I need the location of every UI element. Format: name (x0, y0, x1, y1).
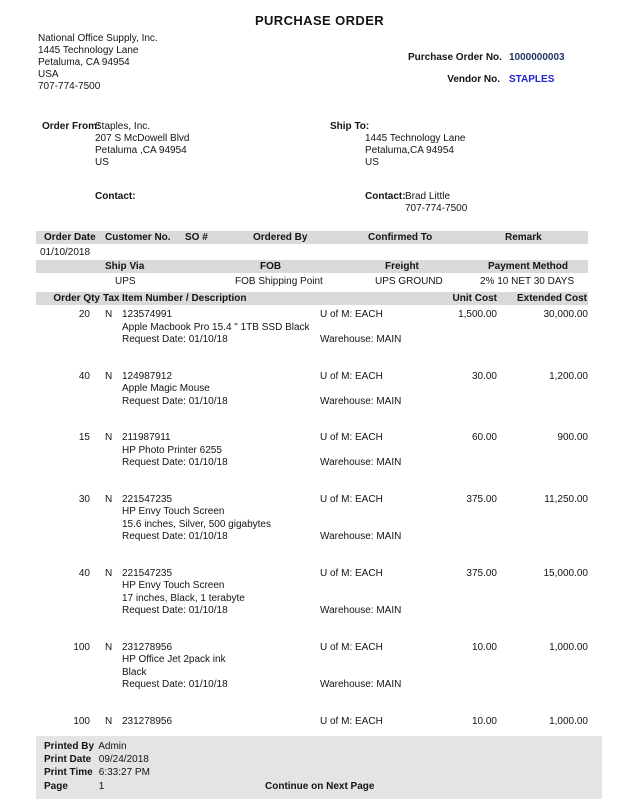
item-description-line: Apple Magic Mouse (122, 383, 210, 394)
header-customer-no: Customer No. (105, 232, 171, 243)
item-uom: U of M: EACH (320, 715, 383, 727)
print-date-label: Print Date (44, 754, 92, 766)
company-address-line: Petaluma, CA 94954 (38, 57, 130, 68)
shipping-header-bar (36, 260, 588, 273)
item-warehouse: Warehouse: MAIN (320, 334, 402, 345)
continue-next-page-text: Continue on Next Page (265, 780, 375, 792)
item-order-qty: 40 (78, 567, 90, 579)
company-phone: 707-774-7500 (38, 81, 101, 92)
item-description-block (36, 383, 588, 396)
po-number-label: Purchase Order No. (408, 52, 502, 63)
item-extended-cost: 1,000.00 (549, 641, 588, 653)
page-number-value: 1 (98, 780, 105, 792)
item-extended-cost: 30,000.00 (543, 309, 588, 320)
header-extended-cost: Extended Cost (516, 293, 587, 304)
header-order-date: Order Date (44, 232, 96, 243)
item-tax-flag: N (105, 370, 113, 382)
item-order-qty: 30 (78, 493, 90, 505)
item-tax-flag: N (105, 641, 113, 653)
page-row (44, 780, 602, 793)
item-unit-cost: 375.00 (466, 493, 497, 505)
header-order-qty: Order Qty (53, 293, 100, 304)
ship-to-contact-block (405, 191, 467, 215)
item-unit-cost: 375.00 (466, 567, 497, 579)
item-number: 211987911 (122, 432, 171, 443)
item-main-line (36, 568, 588, 581)
fob-value: FOB Shipping Point (235, 276, 323, 287)
items-header-bar (36, 292, 588, 305)
item-number: 123574991 (122, 309, 173, 320)
item-row (36, 716, 588, 729)
item-warehouse: Warehouse: MAIN (320, 531, 402, 542)
item-row (36, 642, 588, 692)
print-time-label: Print Time (44, 767, 93, 779)
ship-to-address-block (365, 133, 465, 169)
po-number-row (408, 52, 565, 63)
item-number: 221547235 (122, 567, 173, 579)
header-unit-cost: Unit Cost (452, 293, 497, 304)
header-freight: Freight (385, 261, 419, 272)
item-uom: U of M: EACH (320, 432, 383, 443)
printed-by-label: Printed By (44, 741, 95, 752)
item-uom: U of M: EACH (320, 641, 383, 653)
item-detail-line (36, 679, 588, 692)
print-date-value: 09/24/2018 (98, 754, 149, 766)
item-unit-cost: 10.00 (471, 641, 497, 653)
item-row (36, 568, 588, 618)
company-name: National Office Supply, Inc. (38, 33, 158, 44)
printed-by-row (44, 740, 602, 753)
printed-by-value: Admin (98, 741, 127, 752)
item-request-date: Request Date: 01/10/18 (122, 679, 228, 690)
item-detail-line (36, 605, 588, 618)
item-row (36, 432, 588, 470)
item-detail-line (36, 531, 588, 544)
order-from-address-block (95, 121, 189, 169)
item-detail-line (36, 396, 588, 409)
header-item-number-description: Item Number / Description (122, 293, 247, 304)
item-tax-flag: N (105, 567, 113, 579)
header-remark: Remark (505, 232, 542, 243)
item-description-line: HP Envy Touch Screen (122, 506, 225, 517)
ship-to-line: US (365, 157, 379, 168)
item-description-block (36, 580, 588, 605)
item-order-qty: 20 (78, 309, 90, 320)
header-confirmed-to: Confirmed To (368, 232, 433, 243)
item-extended-cost: 15,000.00 (543, 567, 588, 579)
item-warehouse: Warehouse: MAIN (320, 457, 402, 468)
item-description-line: HP Envy Touch Screen (122, 580, 225, 591)
item-row (36, 371, 588, 409)
item-request-date: Request Date: 01/10/18 (122, 605, 228, 616)
item-main-line (36, 371, 588, 384)
item-warehouse: Warehouse: MAIN (320, 679, 402, 690)
item-description-line: 15.6 inches, Silver, 500 gigabytes (122, 518, 271, 530)
item-request-date: Request Date: 01/10/18 (122, 395, 228, 407)
company-address-line: USA (38, 69, 59, 80)
vendor-number-label: Vendor No. (447, 74, 500, 85)
header-ship-via: Ship Via (105, 261, 145, 272)
order-from-line: 207 S McDowell Blvd (95, 133, 190, 144)
header-tax: Tax (103, 293, 120, 304)
company-address-block (38, 33, 158, 93)
item-warehouse: Warehouse: MAIN (320, 395, 402, 407)
vendor-link[interactable]: STAPLES (509, 74, 555, 85)
item-main-line (36, 642, 588, 655)
item-request-date: Request Date: 01/10/18 (122, 457, 228, 468)
item-extended-cost: 11,250.00 (544, 493, 588, 505)
item-detail-line (36, 334, 588, 347)
item-extended-cost: 1,000.00 (549, 715, 588, 727)
item-extended-cost: 1,200.00 (549, 370, 588, 382)
item-unit-cost: 60.00 (471, 432, 497, 443)
header-so-number: SO # (185, 232, 208, 243)
page-label: Page (44, 780, 68, 792)
company-address-line: 1445 Technology Lane (38, 45, 139, 56)
header-fob: FOB (260, 261, 282, 272)
order-from-line: Staples, Inc. (95, 121, 151, 132)
order-from-contact-label: Contact: (95, 191, 136, 202)
vendor-row (408, 74, 565, 85)
payment-method-value: 2% 10 NET 30 DAYS (480, 276, 575, 287)
item-row (36, 494, 588, 544)
item-number: 231278956 (122, 641, 173, 653)
item-unit-cost: 10.00 (471, 715, 497, 727)
po-number-value: 1000000003 (509, 52, 565, 63)
item-number: 221547235 (122, 493, 173, 505)
item-description-block (36, 322, 588, 335)
item-warehouse: Warehouse: MAIN (320, 605, 402, 616)
shipping-values-row (36, 276, 588, 288)
report-footer (36, 736, 602, 799)
item-tax-flag: N (105, 493, 113, 505)
item-row (36, 309, 588, 347)
item-request-date: Request Date: 01/10/18 (122, 334, 228, 345)
order-from-label: Order From: (42, 121, 101, 132)
item-description-block (36, 445, 588, 458)
item-extended-cost: 900.00 (557, 432, 588, 443)
order-info-header-bar (36, 231, 588, 244)
item-description-block (36, 506, 588, 531)
item-unit-cost: 30.00 (471, 370, 497, 382)
order-from-line: US (95, 157, 109, 168)
ship-to-contact-label: Contact: (365, 191, 406, 202)
item-uom: U of M: EACH (320, 309, 383, 320)
ship-to-contact-name: Brad Little (405, 191, 451, 202)
ship-via-value: UPS (115, 276, 136, 287)
item-description-line: 17 inches, Black, 1 terabyte (122, 592, 245, 604)
item-detail-line (36, 457, 588, 470)
ship-to-line: 1445 Technology Lane (365, 133, 466, 144)
items-list (36, 309, 588, 728)
item-request-date: Request Date: 01/10/18 (122, 531, 228, 542)
item-main-line (36, 309, 588, 322)
item-main-line (36, 716, 588, 729)
item-uom: U of M: EACH (320, 493, 383, 505)
page-title: PURCHASE ORDER (254, 13, 385, 28)
item-tax-flag: N (105, 309, 113, 320)
item-main-line (36, 432, 588, 445)
print-date-row (44, 753, 602, 766)
print-time-row (44, 766, 602, 779)
item-order-qty: 100 (73, 641, 90, 653)
item-description-line: Black (122, 666, 147, 678)
item-number: 124987912 (122, 370, 173, 382)
item-uom: U of M: EACH (320, 370, 383, 382)
item-unit-cost: 1,500.00 (458, 309, 497, 320)
item-order-qty: 100 (73, 715, 90, 727)
order-from-line: Petaluma ,CA 94954 (95, 145, 187, 156)
item-tax-flag: N (105, 715, 113, 727)
header-ordered-by: Ordered By (253, 232, 308, 243)
item-tax-flag: N (105, 432, 113, 443)
freight-value: UPS GROUND (375, 276, 443, 287)
header-payment-method: Payment Method (488, 261, 569, 272)
ship-to-label: Ship To: (330, 121, 370, 132)
item-order-qty: 15 (78, 432, 90, 443)
item-main-line (36, 494, 588, 507)
item-number: 231278956 (122, 715, 173, 727)
order-date-value: 01/10/2018 (40, 247, 91, 258)
ship-to-contact-phone: 707-774-7500 (405, 203, 468, 214)
item-description-line: HP Photo Printer 6255 (122, 444, 222, 456)
item-description-line: Apple Macbook Pro 15.4 " 1TB SSD Black (122, 321, 310, 333)
print-time-value: 6:33:27 PM (98, 767, 150, 779)
ship-to-line: Petaluma,CA 94954 (365, 145, 454, 156)
po-meta-block (408, 52, 565, 96)
item-uom: U of M: EACH (320, 567, 383, 579)
item-description-line: HP Office Jet 2pack ink (122, 654, 226, 665)
item-description-block (36, 654, 588, 679)
item-order-qty: 40 (78, 370, 90, 382)
